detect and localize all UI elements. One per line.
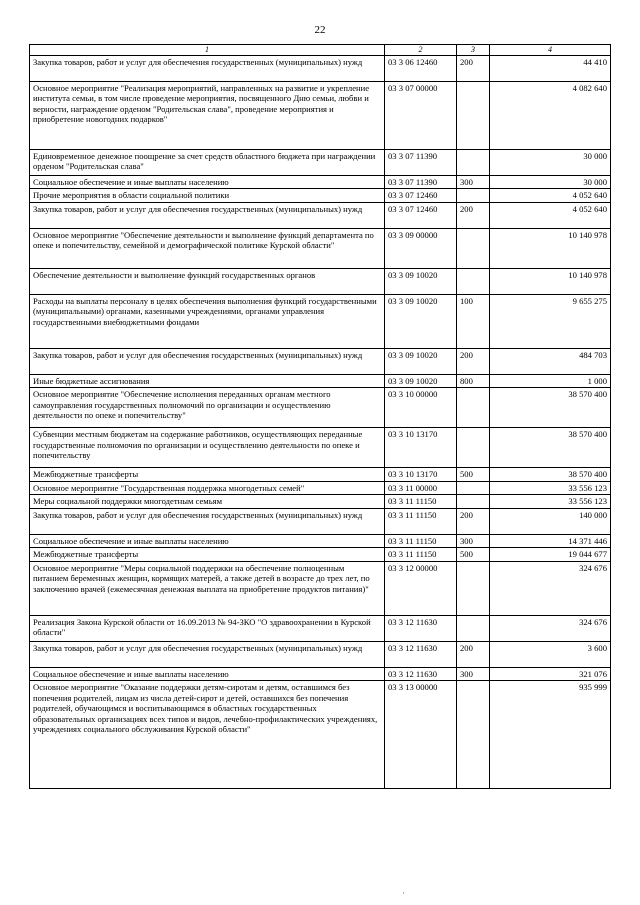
row-name-cell: Основное мероприятие "Меры социальной поддержки на обеспечение полноценным питанием беременных женщин, кормящих матерей, а также детей в возрасте до трех лет, по заключению врачей (ежемесячная денежная выплата на приобретение продуктов питания)" [30,561,385,615]
row-code-cell: 03 3 09 10020 [385,348,457,374]
table-row [30,428,611,468]
row-name-cell: Иные бюджетные ассигнования [30,374,385,387]
row-expense-type-cell [457,495,490,508]
table-row [30,615,611,641]
row-amount-cell: 30 000 [490,149,611,175]
row-name-cell: Единовременное денежное поощрение за счет средств областного бюджета при награждении орденом "Родительская слава" [30,149,385,175]
table-row [30,374,611,387]
row-code-cell: 03 3 07 11390 [385,175,457,188]
row-amount-cell: 4 052 640 [490,202,611,228]
row-expense-type-cell [457,388,490,428]
table-row [30,149,611,175]
table-row [30,175,611,188]
row-code-cell: 03 3 12 11630 [385,667,457,680]
row-expense-type-cell [457,189,490,202]
table-row [30,667,611,680]
row-code-cell: 03 3 11 11150 [385,508,457,534]
row-code-cell: 03 3 07 12460 [385,189,457,202]
column-header-expense-type: 3 [457,45,490,56]
row-code-cell: 03 3 11 00000 [385,481,457,494]
row-code-cell: 03 3 12 00000 [385,561,457,615]
row-code-cell: 03 3 06 12460 [385,55,457,81]
row-name-cell: Закупка товаров, работ и услуг для обеспечения государственных (муниципальных) нужд [30,348,385,374]
row-amount-cell: 44 410 [490,55,611,81]
row-amount-cell: 935 999 [490,681,611,789]
row-expense-type-cell: 200 [457,202,490,228]
row-name-cell: Закупка товаров, работ и услуг для обеспечения государственных (муниципальных) нужд [30,55,385,81]
table-row [30,202,611,228]
table-row [30,681,611,789]
row-name-cell: Расходы на выплаты персоналу в целях обеспечения выполнения функций государственными (муниципальными) органами, казенными учреждениями, органами управления государственными внебюджетными фондами [30,294,385,348]
row-expense-type-cell: 200 [457,348,490,374]
row-code-cell: 03 3 12 11630 [385,615,457,641]
table-row [30,481,611,494]
row-amount-cell: 38 570 400 [490,428,611,468]
row-code-cell: 03 3 09 10020 [385,374,457,387]
row-name-cell: Основное мероприятие "Обеспечение деятельности и выполнение функций департамента по опеке и попечительству, семейной и демографической политике Курской области" [30,228,385,268]
row-name-cell: Основное мероприятие "Реализация мероприятий, направленных на развитие и укрепление института семьи, в том числе проведение мероприятия, посвященного Дню семьи, любви и верности, награждение орденом "Родительская слава", проведение мероприятия и приобретение новогодних подарков" [30,81,385,149]
row-expense-type-cell [457,615,490,641]
row-code-cell: 03 3 12 11630 [385,641,457,667]
row-code-cell: 03 3 10 13170 [385,428,457,468]
row-name-cell: Обеспечение деятельности и выполнение функций государственных органов [30,268,385,294]
row-name-cell: Межбюджетные трансферты [30,548,385,561]
row-amount-cell: 14 371 446 [490,534,611,547]
row-name-cell: Меры социальной поддержки многодетным семьям [30,495,385,508]
row-name-cell: Закупка товаров, работ и услуг для обеспечения государственных (муниципальных) нужд [30,641,385,667]
table-row [30,268,611,294]
table-row [30,548,611,561]
table-row [30,388,611,428]
row-expense-type-cell: 500 [457,468,490,481]
row-expense-type-cell: 300 [457,667,490,680]
row-amount-cell: 1 000 [490,374,611,387]
column-header-name: 1 [30,45,385,56]
column-header-amount: 4 [490,45,611,56]
row-expense-type-cell [457,428,490,468]
row-expense-type-cell [457,228,490,268]
row-amount-cell: 9 655 275 [490,294,611,348]
row-amount-cell: 33 556 123 [490,481,611,494]
row-name-cell: Реализация Закона Курской области от 16.09.2013 № 94-ЗКО "О здравоохранении в Курской области" [30,615,385,641]
row-code-cell: 03 3 07 00000 [385,81,457,149]
row-expense-type-cell: 800 [457,374,490,387]
row-expense-type-cell: 200 [457,641,490,667]
row-expense-type-cell [457,481,490,494]
row-name-cell: Прочие мероприятия в области социальной политики [30,189,385,202]
table-row [30,495,611,508]
row-code-cell: 03 3 11 11150 [385,548,457,561]
row-code-cell: 03 3 07 12460 [385,202,457,228]
row-name-cell: Социальное обеспечение и иные выплаты населению [30,667,385,680]
row-name-cell: Основное мероприятие "Государственная поддержка многодетных семей" [30,481,385,494]
page-number: 22 [314,24,326,36]
row-expense-type-cell: 200 [457,55,490,81]
row-code-cell: 03 3 11 11150 [385,495,457,508]
table-header-row [30,45,611,56]
row-expense-type-cell [457,149,490,175]
row-name-cell: Основное мероприятие "Оказание поддержки детям-сиротам и детям, оставшимся без попечения родителей, лицам из числа детей-сирот и детей, оставшихся без попечения родителей, обучающимся и воспитывающимся в областных государственных образовательных организациях всех типов и видов, лечебно-профилактических учреждениях, учреждениях социального обслуживания Курской области" [30,681,385,789]
row-amount-cell: 324 676 [490,615,611,641]
row-code-cell: 03 3 13 00000 [385,681,457,789]
table-row [30,55,611,81]
table-row [30,81,611,149]
scan-mark: · [402,888,405,898]
table-row [30,348,611,374]
row-code-cell: 03 3 09 10020 [385,268,457,294]
table-row [30,641,611,667]
table-row [30,189,611,202]
row-expense-type-cell: 200 [457,508,490,534]
table-row [30,228,611,268]
row-amount-cell: 324 676 [490,561,611,615]
row-name-cell: Межбюджетные трансферты [30,468,385,481]
row-amount-cell: 38 570 400 [490,468,611,481]
row-name-cell: Социальное обеспечение и иные выплаты населению [30,534,385,547]
table-row [30,561,611,615]
row-amount-cell: 33 556 123 [490,495,611,508]
row-expense-type-cell: 500 [457,548,490,561]
row-expense-type-cell [457,681,490,789]
row-amount-cell: 38 570 400 [490,388,611,428]
table-body [30,55,611,788]
row-amount-cell: 4 082 640 [490,81,611,149]
table-row [30,468,611,481]
row-amount-cell: 4 052 640 [490,189,611,202]
row-code-cell: 03 3 10 00000 [385,388,457,428]
row-expense-type-cell: 300 [457,175,490,188]
row-amount-cell: 140 000 [490,508,611,534]
budget-table [29,44,611,789]
row-expense-type-cell [457,81,490,149]
row-amount-cell: 10 140 978 [490,268,611,294]
row-name-cell: Субвенции местным бюджетам на содержание работников, осуществляющих переданные государственные полномочия по организации и осуществлению деятельности по опеке и попечительству [30,428,385,468]
column-header-code: 2 [385,45,457,56]
row-name-cell: Социальное обеспечение и иные выплаты населению [30,175,385,188]
row-name-cell: Основное мероприятие "Обеспечение исполнения переданных органам местного самоуправления государственных полномочий по организации и осуществлению деятельности по опеке и попечительству" [30,388,385,428]
row-expense-type-cell: 100 [457,294,490,348]
row-code-cell: 03 3 07 11390 [385,149,457,175]
row-amount-cell: 3 600 [490,641,611,667]
row-code-cell: 03 3 09 00000 [385,228,457,268]
table-row [30,534,611,547]
row-expense-type-cell [457,561,490,615]
row-name-cell: Закупка товаров, работ и услуг для обеспечения государственных (муниципальных) нужд [30,202,385,228]
row-name-cell: Закупка товаров, работ и услуг для обеспечения государственных (муниципальных) нужд [30,508,385,534]
row-amount-cell: 19 044 677 [490,548,611,561]
row-expense-type-cell: 300 [457,534,490,547]
row-amount-cell: 321 076 [490,667,611,680]
row-amount-cell: 484 703 [490,348,611,374]
row-expense-type-cell [457,268,490,294]
table-row [30,294,611,348]
row-code-cell: 03 3 09 10020 [385,294,457,348]
table-row [30,508,611,534]
row-code-cell: 03 3 11 11150 [385,534,457,547]
row-amount-cell: 10 140 978 [490,228,611,268]
row-code-cell: 03 3 10 13170 [385,468,457,481]
row-amount-cell: 30 000 [490,175,611,188]
